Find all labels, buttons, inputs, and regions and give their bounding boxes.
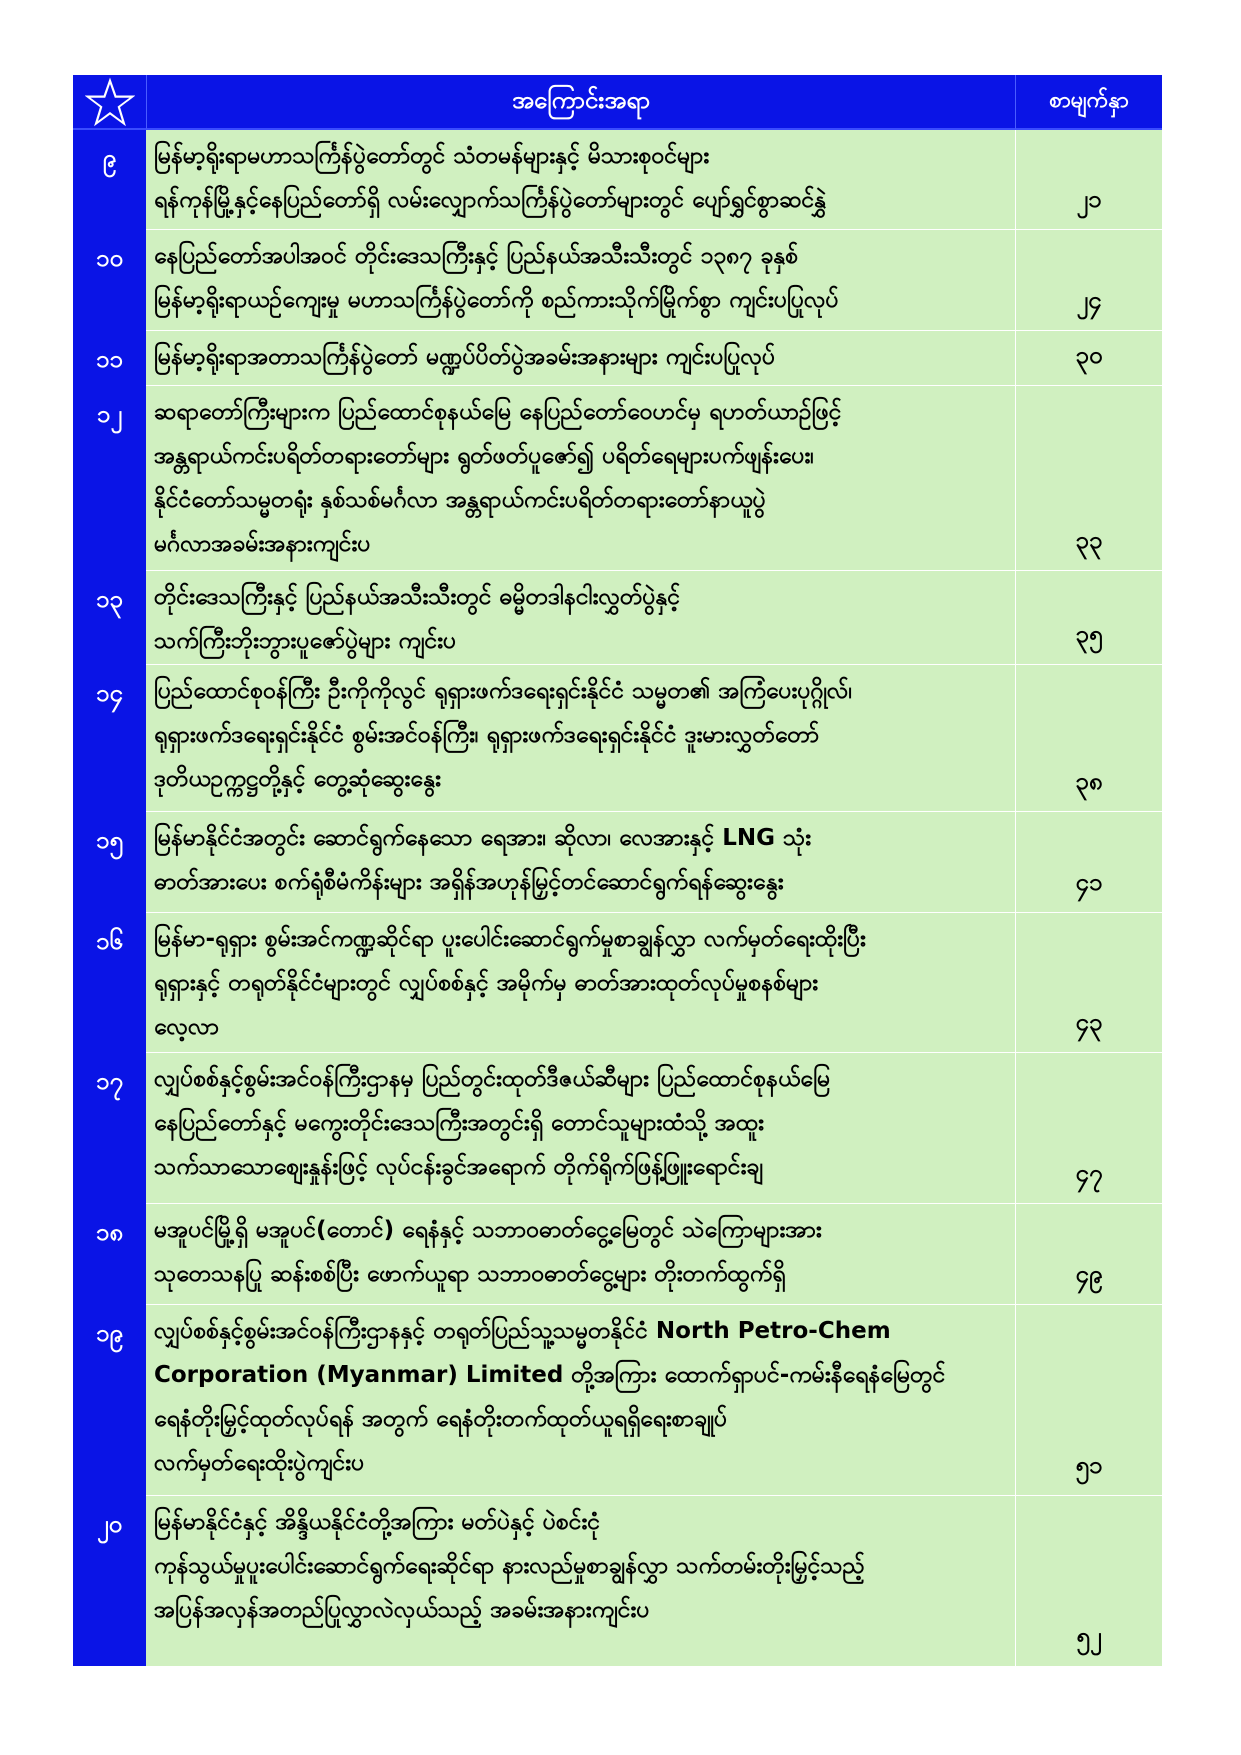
entry-title: မအူပင်မြို့ရှိ မအူပင်(တောင်) ရေနံနှင့် သဘာဝဓာတ်ငွေ့မြေတွင် သဲကြောများအား သုတေသနပြု ဆန်းစစ်ပြီး ဖောက်ယူရာ သဘာဝဓာတ်ငွေ့များ တိုးတက်ထွက်ရှိ	[146, 1204, 1015, 1305]
entry-number: ၁၁	[73, 331, 146, 386]
entry-number: ၂၀	[73, 1496, 146, 1666]
entry-page: ၅၂	[1015, 1496, 1162, 1666]
entry-title: နေပြည်တော်အပါအဝင် တိုင်းဒေသကြီးနှင့် ပြည်နယ်အသီးသီးတွင် ၁၃၈၇ ခုနှစ် မြန်မာ့ရိုးရာယဉ်ကျေးမှု မဟာသင်္ကြန်ပွဲတော်ကို စည်ကားသိုက်မြိုက်စွာ ကျင်းပပြုလုပ်	[146, 230, 1015, 331]
entry-page: ၄၃	[1015, 913, 1162, 1053]
entry-number: ၉	[73, 130, 146, 230]
header-page-label: စာမျက်နှာ	[1015, 75, 1162, 130]
entry-title: မြန်မာ့ရိုးရာမဟာသင်္ကြန်ပွဲတော်တွင် သံတမန်များနှင့် မိသားစုဝင်များ ရန်ကုန်မြို့နှင့်နေပြည်တော်ရှိ လမ်းလျှောက်သင်္ကြန်ပွဲတော်များတွင် ပျော်ရွှင်စွာဆင်နွှဲ	[146, 130, 1015, 230]
entry-title: ဆရာတော်ကြီးများက ပြည်ထောင်စုနယ်မြေ နေပြည်တော်ဝေဟင်မှ ရဟတ်ယာဉ်ဖြင့် အန္တရာယ်ကင်းပရိတ်တရားတော်များ ရွတ်ဖတ်ပူဇော်၍ ပရိတ်ရေများပက်ဖျန်းပေး၊ နိုင်ငံတော်သမ္မတရုံး နှစ်သစ်မင်္ဂလာ အန္တရာယ်ကင်းပရိတ်တရားတော်နာယူပွဲ မင်္ဂလာအခမ်းအနားကျင်းပ	[146, 386, 1015, 571]
entry-number: ၁၃	[73, 571, 146, 665]
entry-page: ၃၃	[1015, 386, 1162, 571]
entry-title: မြန်မာနိုင်ငံအတွင်း ဆောင်ရွက်နေသော ရေအား၊ ဆိုလာ၊ လေအားနှင့် LNG သုံး ဓာတ်အားပေး စက်ရုံစီမံကိန်းများ အရှိန်အဟုန်မြှင့်တင်ဆောင်ရွက်ရန်ဆွေးနွေး	[146, 812, 1015, 913]
entry-number: ၁၇	[73, 1053, 146, 1204]
entry-title: မြန်မာ့ရိုးရာအတာသင်္ကြန်ပွဲတော် မဏ္ဍပ်ပိတ်ပွဲအခမ်းအနားများ ကျင်းပပြုလုပ်	[146, 331, 1015, 386]
entry-page: ၄၇	[1015, 1053, 1162, 1204]
entry-title: ပြည်ထောင်စုဝန်ကြီး ဦးကိုကိုလွင် ရုရှားဖက်ဒရေးရှင်းနိုင်ငံ သမ္မတ၏ အကြံပေးပုဂ္ဂိုလ်၊ ရုရှားဖက်ဒရေးရှင်းနိုင်ငံ စွမ်းအင်ဝန်ကြီး၊ ရုရှားဖက်ဒရေးရှင်းနိုင်ငံ ဒူးမားလွှတ်တော် ဒုတိယဥက္ကဋ္ဌတို့နှင့် တွေ့ဆုံဆွေးနွေး	[146, 665, 1015, 812]
entry-title: မြန်မာ-ရုရှား စွမ်းအင်ကဏ္ဍဆိုင်ရာ ပူးပေါင်းဆောင်ရွက်မှုစာချွန်လွှာ လက်မှတ်ရေးထိုးပြီး ရုရှားနှင့် တရုတ်နိုင်ငံများတွင် လျှပ်စစ်နှင့် အမိုက်မှ ဓာတ်အားထုတ်လုပ်မှုစနစ်များ လေ့လာ	[146, 913, 1015, 1053]
entry-page: ၅၁	[1015, 1305, 1162, 1496]
table-of-contents	[73, 75, 1162, 1666]
entry-page: ၃၈	[1015, 665, 1162, 812]
header-star-cell	[73, 75, 146, 130]
entry-title: တိုင်းဒေသကြီးနှင့် ပြည်နယ်အသီးသီးတွင် ဓမ္မိတဒါနငါးလွှတ်ပွဲနှင့် သက်ကြီးဘိုးဘွားပူဇော်ပွဲများ ကျင်းပ	[146, 571, 1015, 665]
entry-number: ၁၆	[73, 913, 146, 1053]
entry-title: မြန်မာနိုင်ငံနှင့် အိန္ဒိယနိုင်ငံတို့အကြား မတ်ပဲနှင့် ပဲစင်းငုံ ကုန်သွယ်မှုပူးပေါင်းဆောင်ရွက်ရေးဆိုင်ရာ နားလည်မှုစာချွန်လွှာ သက်တမ်းတိုးမြှင့်သည့် အပြန်အလှန်အတည်ပြုလွှာလဲလှယ်သည့် အခမ်းအနားကျင်းပ	[154, 1509, 865, 1623]
entry-number: ၁၀	[73, 230, 146, 331]
entry-page: ၃၀	[1015, 331, 1162, 386]
entry-number: ၁၂	[73, 386, 146, 571]
entry-title: လျှပ်စစ်နှင့်စွမ်းအင်ဝန်ကြီးဌာနနှင့် တရုတ်ပြည်သူ့သမ္မတနိုင်ငံ North Petro-Chem Corporation (Myanmar) Limited တို့အကြား ထောက်ရှာပင်-ကမ်းနီရေနံမြေတွင် ရေနံတိုးမြှင့်ထုတ်လုပ်ရန် အတွက် ရေနံတိုးတက်ထုတ်ယူရရှိရေးစာချုပ် လက်မှတ်ရေးထိုးပွဲကျင်းပ	[146, 1305, 1015, 1496]
entry-number: ၁၅	[73, 812, 146, 913]
entry-number: ၁၈	[73, 1204, 146, 1305]
entry-page: ၂၁	[1015, 130, 1162, 230]
header-contents-title: အကြောင်းအရာ	[146, 75, 1015, 130]
entry-title: လျှပ်စစ်နှင့်စွမ်းအင်ဝန်ကြီးဌာနမှ ပြည်တွင်းထုတ်ဒီဇယ်ဆီများ ပြည်ထောင်စုနယ်မြေ နေပြည်တော်နှင့် မကွေးတိုင်းဒေသကြီးအတွင်းရှိ တောင်သူများထံသို့ အထူး သက်သာသောစျေးနှုန်းဖြင့် လုပ်ငန်းခွင်အရောက် တိုက်ရိုက်ဖြန့်ဖြူးရောင်းချ	[146, 1053, 1015, 1204]
entry-page: ၄၁	[1015, 812, 1162, 913]
entry-page: ၄၉	[1015, 1204, 1162, 1305]
entry-number: ၁၉	[73, 1305, 146, 1496]
entry-number: ၁၄	[73, 665, 146, 812]
entry-page: ၃၅	[1015, 571, 1162, 665]
star-icon	[85, 77, 135, 127]
entry-page: ၂၄	[1015, 230, 1162, 331]
